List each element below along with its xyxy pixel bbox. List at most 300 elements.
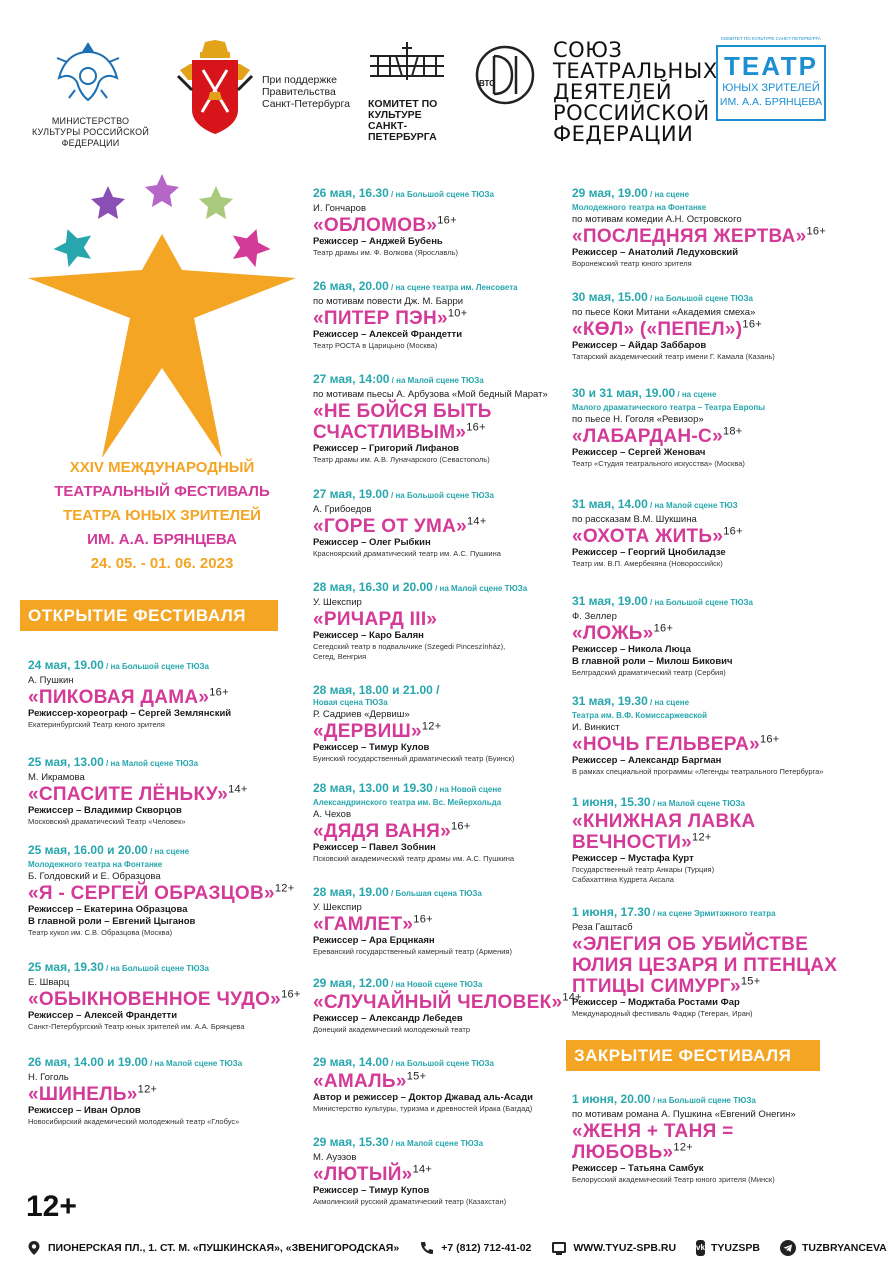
date-text: 29 мая, 14.00: [313, 1055, 389, 1069]
ministry-name: МИНИСТЕРСТВО КУЛЬТУРЫ РОССИЙСКОЙ ФЕДЕРАЦИИ: [31, 116, 149, 148]
event-piter: [313, 279, 518, 351]
union-line-3: ДЕЯТЕЛЕЙ: [553, 80, 673, 104]
event-gelver: [572, 694, 823, 777]
age-rating: 14+: [412, 1163, 433, 1176]
title-text: «ЖЕНЯ + ТАНЯ = ЛЮБОВЬ»: [572, 1121, 734, 1163]
event-title: [313, 1164, 506, 1185]
event-author: Н. Гоголь: [28, 1072, 69, 1083]
event-title: [572, 1121, 852, 1163]
event-title: [572, 319, 775, 340]
age-rating: 14+: [467, 515, 487, 528]
title-text: «ПИТЕР ПЭН»: [313, 308, 448, 329]
event-theatre: Театр кукол им. С.В. Образцова (Москва): [28, 928, 173, 937]
event-theatre: Театр «Студия театрального искусства» (Москва): [572, 459, 745, 468]
event-director: Режиссер – Каро Балян: [313, 630, 424, 641]
event-theatre: Министерство культуры, туризма и древностей Ирака (Багдад): [313, 1104, 533, 1113]
event-title: [313, 308, 518, 329]
age-rating: 16+: [653, 622, 674, 635]
union-line-4: РОССИЙСКОЙ: [553, 101, 710, 125]
event-director: Режиссер – Мустафа Курт: [572, 853, 694, 864]
event-title: «ЭЛЕГИЯ ОБ УБИЙСТВЕ: [572, 934, 809, 955]
event-director: Режиссер – Екатерина Образцова: [28, 904, 188, 915]
title-text: «ДЯДЯ ВАНЯ»: [313, 821, 451, 842]
event-director: Режиссер – Георгий Цнобиладзе: [572, 547, 726, 558]
event-title: «НЕ БОЙСЯ БЫТЬ: [313, 401, 492, 422]
event-title: [572, 226, 826, 247]
title-text: «ДЕРВИШ»: [313, 721, 422, 742]
date-text: 1 июня, 20.00: [572, 1092, 651, 1106]
age-rating: 16+: [806, 225, 827, 238]
event-date: [572, 497, 743, 513]
date-text: 25 мая, 13.00: [28, 755, 104, 769]
event-author: Р. Садриев «Дервиш»: [313, 709, 410, 720]
event-title-3: [572, 976, 837, 997]
age-rating: 16+: [450, 820, 471, 833]
title-text: «СПАСИТЕ ЛЁНЬКУ»: [28, 784, 229, 805]
venue-text-2: Театра им. В.Ф. Комиссаржевской: [572, 711, 708, 720]
event-author: А. Грибоедов: [313, 504, 372, 515]
event-date: [572, 386, 765, 402]
title-text: «ПОСЛЕДНЯЯ ЖЕРТВА»: [572, 226, 807, 247]
event-theatre-2: Сегед, Венгрия: [313, 652, 367, 661]
event-director: Режиссер – Анджей Бубень: [313, 236, 443, 247]
event-title: [28, 1084, 242, 1105]
title-text: «ЛЮТЫЙ»: [313, 1164, 413, 1185]
event-date: [313, 279, 518, 295]
date-text: 1 июня, 17.30: [572, 905, 651, 919]
event-director: Режиссер-хореограф – Сергей Землянский: [28, 708, 232, 719]
date-text: 29 мая, 15.30: [313, 1135, 389, 1149]
event-title: [313, 721, 514, 742]
venue-text: / на Малой сцене ТЮЗа: [432, 584, 528, 593]
location-pin-icon: [26, 1240, 42, 1256]
event-theatre: Новосибирский академический молодежный театр «Глобус»: [28, 1117, 240, 1126]
age-rating: 16+: [413, 913, 433, 926]
festival-title: [24, 456, 300, 576]
date-text: 26 мая, 20.00: [313, 279, 389, 293]
event-date: [572, 186, 826, 202]
event-date: [28, 1055, 242, 1071]
venue-text: / на Большой сцене ТЮЗа: [388, 1059, 495, 1068]
venue-text: / на сцене Эрмитажного театра: [650, 909, 776, 918]
venue-text: / на Малой сцене ТЮЗ: [647, 501, 738, 510]
date-text: 1 июня, 15.30: [572, 795, 651, 809]
venue-text: / на Большой сцене ТЮЗа: [647, 294, 754, 303]
event-author: А. Пушкин: [28, 675, 74, 686]
venue-text-2: Новая сцена ТЮЗа: [313, 698, 388, 707]
tyuz-box: [716, 45, 826, 121]
title-text: «НОЧЬ ГЕЛЬВЕРА»: [572, 734, 760, 755]
event-gore: [313, 487, 501, 559]
event-date: [28, 755, 248, 771]
title-text: «ЛОЖЬ»: [572, 623, 654, 644]
event-elegiya: [572, 905, 837, 1019]
festival-line-3: ТЕАТРА ЮНЫХ ЗРИТЕЛЕЙ: [63, 507, 261, 524]
age-rating: 18+: [722, 425, 743, 438]
venue-text: / на Малой сцене ТЮЗа: [388, 1139, 484, 1148]
event-director: Режиссер – Моджтаба Ростами Фар: [572, 997, 740, 1008]
event-title: [313, 1071, 533, 1092]
event-sluchayny: [313, 976, 582, 1035]
date-text: 28 мая, 19.00: [313, 885, 389, 899]
event-director: Режиссер – Тимур Купов: [313, 1185, 430, 1196]
event-lyuty: [313, 1135, 506, 1207]
venue-text: / на Малой сцене ТЮЗа: [147, 1059, 243, 1068]
closing-banner: ЗАКРЫТИЕ ФЕСТИВАЛЯ: [566, 1040, 820, 1071]
age-rating: 12+: [137, 1083, 158, 1096]
event-title: [572, 623, 753, 644]
date-text: 31 мая, 19.30: [572, 694, 648, 708]
opening-banner: ОТКРЫТИЕ ФЕСТИВАЛЯ: [20, 600, 278, 631]
date-text: 26 мая, 14.00 и 19.00: [28, 1055, 148, 1069]
tyuz-logo: [716, 36, 826, 136]
date-text: 24 мая, 19.00: [28, 658, 104, 672]
vto-emblem-icon: [472, 42, 538, 108]
age-rating: 15+: [406, 1070, 427, 1083]
event-zhenya: [572, 1092, 852, 1185]
committee-name: КОМИТЕТ ПО КУЛЬТУРЕ САНКТ-ПЕТЕРБУРГА: [368, 98, 438, 143]
festival-line-1: XXIV МЕЖДУНАРОДНЫЙ: [69, 459, 255, 476]
event-lavka: [572, 795, 755, 885]
age-rating: 12+: [421, 720, 442, 733]
event-theatre: Санкт-Петербургский Театр юных зрителей им. А.А. Брянцева: [28, 1022, 245, 1031]
event-title: [28, 883, 294, 904]
event-obraztsov: [28, 843, 294, 938]
date-text: 25 мая, 16.00 и 20.00: [28, 843, 148, 857]
event-pikovaya: [28, 658, 231, 730]
spb-coat-icon: [170, 40, 260, 135]
age-rating-badge: 12+: [26, 1190, 77, 1223]
venue-text: / на Новой сцене ТЮЗа: [388, 980, 483, 989]
event-author: по рассказам В.М. Шукшина: [572, 514, 697, 525]
event-theatre: Акмолинский русский драматический театр (Казахстан): [313, 1197, 507, 1206]
event-amal: [313, 1055, 533, 1114]
big-star-icon: [28, 234, 296, 458]
event-theatre: Театр драмы им. А.В. Луначарского (Севастополь): [313, 455, 490, 464]
venue-text: / на Малой сцене ТЮЗа: [389, 376, 484, 385]
title-text: ВЕЧНОСТИ»: [572, 832, 693, 853]
footer-phone[interactable]: +7 (812) 712-41-02: [441, 1242, 532, 1254]
date-text: 27 мая, 19.00: [313, 487, 389, 501]
tyuz-sub: ЮНЫХ ЗРИТЕЛЕЙ: [722, 82, 820, 94]
title-text: «ОБЫКНОВЕННОЕ ЧУДО»: [28, 989, 282, 1010]
event-title: [313, 821, 514, 842]
event-lead-role: В главной роли – Евгений Цыганов: [28, 916, 196, 927]
event-dervish: [313, 683, 514, 764]
star-teal-icon: [49, 222, 99, 270]
event-director: Режиссер – Айдар Заббаров: [572, 340, 707, 351]
venue-text-2: Александринского театра им. Вс. Мейерхольда: [313, 798, 502, 807]
bridge-icon: [368, 40, 446, 90]
event-date: [313, 487, 501, 503]
event-theatre: Сегедский театр в подвальчике (Szegedi Pinceszínház),: [313, 642, 506, 651]
age-rating: 10+: [447, 307, 468, 320]
title-text: «ПИКОВАЯ ДАМА»: [28, 687, 210, 708]
event-ohota: [572, 497, 743, 569]
event-title-2: [572, 832, 755, 853]
footer-address: ПИОНЕРСКАЯ ПЛ., 1. СТ. М. «ПУШКИНСКАЯ», «ЗВЕНИГОРОДСКАЯ»: [48, 1242, 400, 1254]
event-date: [572, 905, 837, 921]
footer-website[interactable]: WWW.TYUZ-SPB.RU: [573, 1242, 677, 1254]
event-director: Режиссер – Никола Люца: [572, 644, 691, 655]
phone-icon: [419, 1240, 435, 1256]
union-line-1: СОЮЗ: [553, 38, 623, 62]
vto-label: ВТО: [479, 79, 496, 88]
event-director: Режиссер – Олег Рыбкин: [313, 537, 431, 548]
event-director: Режиссер – Павел Зобнин: [313, 842, 436, 853]
event-title: [28, 784, 248, 805]
event-title: [313, 992, 582, 1013]
event-theatre: Татарский академический театр имени Г. Камала (Казань): [572, 352, 775, 361]
event-title-2: ЮЛИЯ ЦЕЗАРЯ И ПТЕНЦАХ: [572, 955, 838, 976]
event-theatre: Псковский академический театр драмы им. А.С. Пушкина: [313, 854, 515, 863]
eagle-emblem-icon: [53, 38, 123, 106]
event-author: И. Гончаров: [313, 203, 366, 214]
event-theatre: Белорусский академический Театр юного зрителя (Минск): [572, 1175, 775, 1184]
title-text: «ГОРЕ ОТ УМА»: [313, 516, 467, 537]
event-theatre: Белградский драматический театр (Сербия): [572, 668, 726, 677]
event-date: [572, 795, 755, 811]
star-violet-icon: [145, 174, 179, 207]
event-theatre: Театр РОСТА в Царицыно (Москва): [313, 341, 438, 350]
event-oblomov: [313, 186, 494, 258]
event-date: [313, 885, 512, 901]
event-shinel: [28, 1055, 242, 1127]
event-kol: [572, 290, 775, 362]
event-richard: [313, 580, 527, 662]
event-director: Режиссер – Анатолий Ледуховский: [572, 247, 739, 258]
footer-bar: [26, 1238, 887, 1258]
event-author: по мотивам повести Дж. М. Барри: [313, 296, 464, 307]
tyuz-top-text: КОМИТЕТ ПО КУЛЬТУРЕ САНКТ-ПЕТЕРБУРГА: [721, 36, 821, 41]
venue-text: / на Новой сцене: [432, 785, 502, 794]
event-title: [28, 989, 301, 1010]
event-theatre: Донецкий академический молодежный театр: [313, 1025, 470, 1034]
event-director: Режиссер – Александр Лебедев: [313, 1013, 463, 1024]
event-title: [313, 516, 501, 537]
venue-text: / на Большой сцене ТЮЗа: [103, 964, 210, 973]
event-title: [313, 215, 494, 236]
event-vanya: [313, 781, 514, 864]
event-lozh: [572, 594, 753, 678]
date-text: 31 мая, 19.00: [572, 594, 648, 608]
date-text: 29 мая, 19.00: [572, 186, 648, 200]
date-text: 30 и 31 мая, 19.00: [572, 386, 676, 400]
event-date: [572, 594, 753, 610]
venue-text: / на Малой сцене ТЮЗа: [650, 799, 745, 808]
title-text: «ШИНЕЛЬ»: [28, 1084, 138, 1105]
event-author: М. Ауэзов: [313, 1152, 357, 1163]
committee-logo: [368, 40, 458, 143]
event-date: [28, 658, 231, 674]
venue-text: / на Большой сцене ТЮЗа: [647, 598, 754, 607]
vk-icon: vk: [696, 1240, 705, 1256]
event-author: Ф. Зеллер: [572, 611, 617, 622]
event-theatre: Международный фестиваль Фаджр (Тегеран, Иран): [572, 1009, 753, 1018]
event-author: по мотивам пьесы А. Арбузова «Мой бедный Марат»: [313, 389, 548, 400]
age-rating: 12+: [692, 831, 712, 844]
venue-text: / на Большой сцене ТЮЗа: [388, 491, 495, 500]
event-author: по пьесе Коки Митани «Академия смеха»: [572, 307, 756, 318]
festival-star-logo: [24, 172, 300, 462]
title-text: «КӨЛ» («ПЕПЕЛ»): [572, 319, 743, 340]
title-text: «ЛАБАРДАН-С»: [572, 426, 723, 447]
event-theatre: Воронежский театр юного зрителя: [572, 259, 692, 268]
event-chudo: [28, 960, 301, 1032]
event-director: Режиссер – Алексей Франдетти: [313, 329, 463, 340]
event-director: Режиссер – Александр Баргман: [572, 755, 722, 766]
event-date: [313, 976, 582, 992]
event-title: [572, 734, 823, 755]
event-title: «КНИЖНАЯ ЛАВКА: [572, 811, 756, 832]
telegram-icon: [780, 1240, 796, 1256]
venue-text: / на Большой сцене ТЮЗа: [103, 662, 210, 671]
event-date: [28, 960, 301, 976]
gov-support-text: При поддержке Правительства Санкт-Петербурга: [262, 74, 350, 110]
event-director: Режиссер – Татьяна Самбук: [572, 1163, 704, 1174]
event-title: [28, 687, 231, 708]
event-date: [313, 781, 514, 797]
event-theatre: В рамках специальной программы «Легенды театрального Петербурга»: [572, 767, 824, 776]
event-theatre: Ереванский государственный камерный театр (Армения): [313, 947, 512, 956]
tyuz-name: ТЕАТР: [724, 51, 818, 81]
event-author: по мотивам романа А. Пушкина «Евгений Онегин»: [572, 1109, 796, 1120]
event-gamlet: [313, 885, 512, 957]
event-director: Режиссер – Сергей Женовач: [572, 447, 706, 458]
event-director: Режиссер – Тимур Кулов: [313, 742, 430, 753]
event-author: Б. Голдовский и Е. Образцова: [28, 871, 161, 882]
event-title: [572, 526, 743, 547]
title-text: «ОХОТА ЖИТЬ»: [572, 526, 724, 547]
date-text: 30 мая, 15.00: [572, 290, 648, 304]
festival-line-4: ИМ. А.А. БРЯНЦЕВА: [87, 531, 237, 548]
venue-text: / на сцене: [675, 390, 717, 399]
event-director: Режиссер – Владимир Скворцов: [28, 805, 182, 816]
event-author: А. Чехов: [313, 809, 351, 820]
event-author: Е. Шварц: [28, 977, 70, 988]
age-rating: 16+: [742, 318, 762, 331]
event-title: [572, 426, 765, 447]
event-date: [313, 1135, 506, 1151]
date-text: 28 мая, 16.30 и 20.00: [313, 580, 433, 594]
theatre-union-name: [553, 40, 718, 145]
age-rating: 14+: [562, 991, 582, 1004]
event-theatre: Екатеринбургский Театр юного зрителя: [28, 720, 165, 729]
title-text: СЧАСТЛИВЫМ»: [313, 422, 467, 443]
event-theatre: Государственный театр Анкары (Турция): [572, 865, 715, 874]
event-theatre-2: Сабахаттина Кудрета Аксала: [572, 875, 674, 884]
date-text: 25 мая, 19.30: [28, 960, 104, 974]
event-date: [313, 1055, 533, 1071]
event-theatre: Буинский государственный драматический театр (Буинск): [313, 754, 515, 763]
event-author: М. Икрамова: [28, 772, 85, 783]
title-text: ПТИЦЫ СИМУРГ»: [572, 976, 741, 997]
venue-text: / на сцене театра им. Ленсовета: [388, 283, 518, 292]
date-text: 29 мая, 12.00: [313, 976, 389, 990]
age-rating: 12+: [673, 1141, 693, 1154]
event-lenka: [28, 755, 248, 827]
event-labardan: [572, 386, 765, 469]
event-theatre: Московский драматический Театр «Человек»: [28, 817, 186, 826]
age-rating: 14+: [228, 783, 248, 796]
date-text: 31 мая, 14.00: [572, 497, 648, 511]
title-text: «СЛУЧАЙНЫЙ ЧЕЛОВЕК»: [313, 992, 563, 1013]
venue-text: / на Большой сцене ТЮЗа: [650, 1096, 756, 1105]
event-date: [572, 1092, 852, 1108]
star-purple-icon: [91, 186, 125, 219]
event-date: [313, 186, 494, 202]
event-date: [313, 372, 548, 388]
event-date: [572, 290, 775, 306]
title-text: «Я - СЕРГЕЙ ОБРАЗЦОВ»: [28, 883, 275, 904]
age-rating: 15+: [740, 975, 761, 988]
event-author: Реза Гаштасб: [572, 922, 633, 933]
event-title: [313, 914, 512, 935]
venue-text-2: Молодежного театра на Фонтанке: [572, 203, 707, 212]
venue-text: / на Малой сцене ТЮЗа: [103, 759, 199, 768]
venue-text: / на сцене: [147, 847, 190, 856]
event-director: Режиссер – Григорий Лифанов: [313, 443, 459, 454]
event-director: Режиссер – Иван Орлов: [28, 1105, 141, 1116]
footer-vk[interactable]: TYUZSPB: [710, 1242, 760, 1254]
event-theatre: Театр им. В.П. Амербекяна (Новороссийск): [572, 559, 723, 568]
festival-line-2: ТЕАТРАЛЬНЫЙ ФЕСТИВАЛЬ: [54, 483, 270, 500]
title-text: «ГАМЛЕТ»: [313, 914, 414, 935]
venue-text: / на сцене: [647, 190, 690, 199]
age-rating: 16+: [723, 525, 743, 538]
age-rating: 16+: [437, 214, 457, 227]
event-director: Автор и режиссер – Доктор Джавад аль-Асади: [313, 1092, 533, 1103]
venue-text-2: Молодежного театра на Фонтанке: [28, 860, 163, 869]
event-director: Режиссер – Алексей Франдетти: [28, 1010, 178, 1021]
event-theatre: Красноярский драматический театр им. А.С. Пушкина: [313, 549, 501, 558]
vto-logo: [472, 42, 540, 110]
event-zhertva: [572, 186, 826, 269]
event-author: У. Шекспир: [313, 902, 362, 913]
date-text: 28 мая, 13.00 и 19.30: [313, 781, 433, 795]
title-text: «ОБЛОМОВ»: [313, 215, 438, 236]
event-title-2: [313, 422, 548, 443]
age-rating: 16+: [759, 733, 780, 746]
venue-text: / на сцене: [647, 698, 690, 707]
event-date: [572, 694, 823, 710]
age-rating: 12+: [274, 882, 295, 895]
venue-text-2: Малого драматического театра – Театра Европы: [572, 403, 765, 412]
union-line-5: ФЕДЕРАЦИИ: [553, 122, 694, 146]
event-neboysya: [313, 372, 548, 465]
date-text: 28 мая, 18.00 и 21.00 /: [313, 683, 440, 697]
date-text: 27 мая, 14:00: [313, 372, 390, 386]
event-title: «РИЧАРД III»: [313, 609, 438, 630]
date-text: 26 мая, 16.30: [313, 186, 389, 200]
footer-telegram[interactable]: TUZBRYANCEVA: [801, 1242, 887, 1254]
age-rating: 16+: [209, 686, 229, 699]
event-author: по пьесе Н. Гоголя «Ревизор»: [572, 414, 704, 425]
event-lead-role: В главной роли – Милош Бикович: [572, 656, 733, 667]
event-director: Режиссер – Ара Ерцнкаян: [313, 935, 435, 946]
star-green-icon: [199, 186, 233, 219]
festival-dates: 24. 05. - 01. 06. 2023: [90, 555, 234, 572]
star-pink-icon: [225, 222, 275, 270]
spb-coat-of-arms: [170, 40, 260, 135]
venue-text: / Большая сцена ТЮЗа: [388, 889, 482, 898]
title-text: «АМАЛЬ»: [313, 1071, 407, 1092]
union-line-2: ТЕАТРАЛЬНЫХ: [553, 59, 718, 83]
event-author: У. Шекспир: [313, 597, 362, 608]
age-rating: 16+: [466, 421, 486, 434]
event-date: [313, 580, 527, 596]
age-rating: 16+: [281, 988, 301, 1001]
